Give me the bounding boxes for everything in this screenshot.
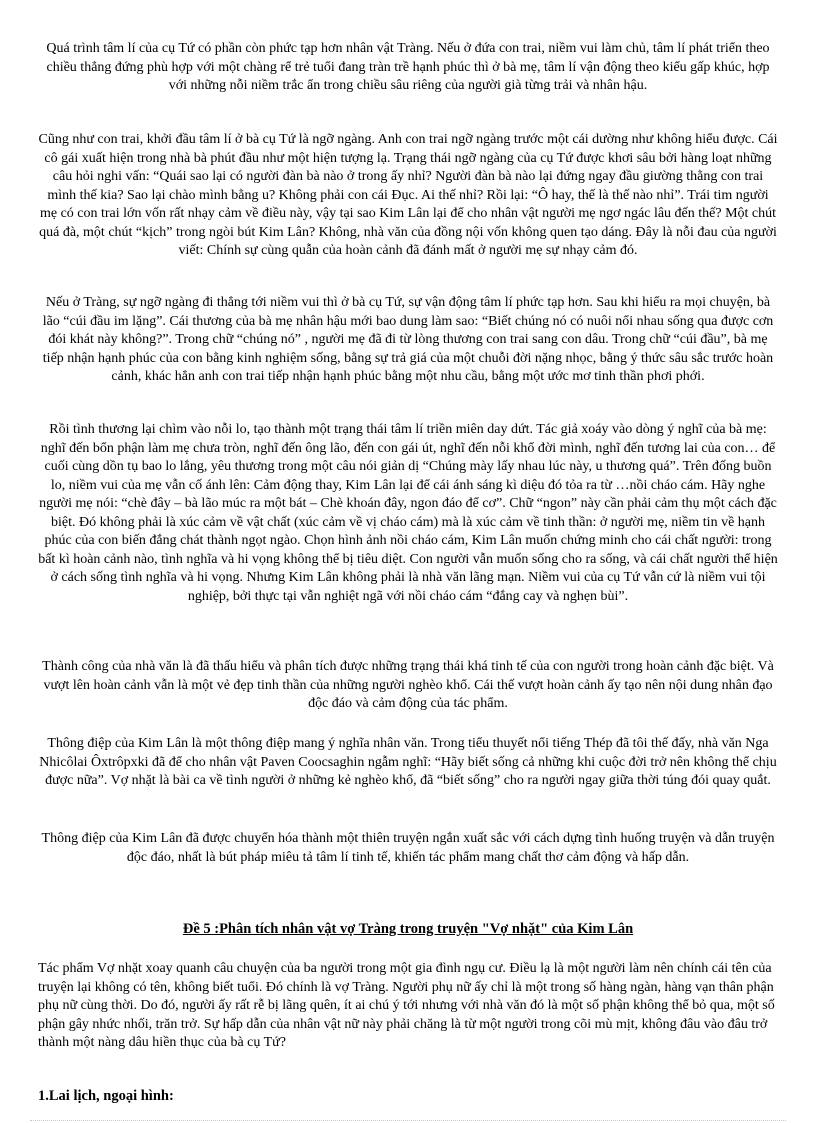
paragraph-3: Nếu ở Tràng, sự ngỡ ngàng đi thẳng tới niềm vui thì ở bà cụ Tứ, sự vận động tâm lí phức tạp hơn. Sau khi hiểu ra mọi chuyện, bà lão “cúi đầu im lặng”. Cái thương của bà mẹ nhân hậu mới bao dung làm sao: “Biết chúng nó có nuôi nổi nhau sống qua được cơn đói khát này không?”. Trong chữ “chúng nó” , người mẹ đã đi từ lòng thương con trai sang con dâu. Trong chữ “cúi đầu”, bà mẹ tiếp nhận hạnh phúc của con bằng kinh nghiệm sống, bằng sự trả giá của một chuỗi đời nặng nhọc, bằng ý thức sâu sắc trước hoàn cảnh, khác hẳn anh con trai tiếp nhận hạnh phúc bằng một nhu cầu, bằng một ước mơ tinh thần phơi phới. <box>42 295 774 384</box>
page-bottom-divider <box>30 1120 786 1121</box>
paragraph-6: Thông điệp của Kim Lân là một thông điệp mang ý nghĩa nhân văn. Trong tiểu thuyết nổi tiếng Thép đã tôi thế đấy, nhà văn Nga Nhicôlai Ôxtrôpxki đã để cho nhân vật Paven Coocsaghin ngẫm nghĩ: “Hãy biết sống cả những khi cuộc đời trở nên không thể chịu được nữa”. Vợ nhặt là bài ca về tình người ở những kẻ nghèo khổ, đã “biết sống” cho ra người ngay giữa thời túng đói quay quắt. <box>39 736 777 788</box>
paragraph-4: Rồi tình thương lại chìm vào nỗi lo, tạo thành một trạng thái tâm lí triền miên day dứt. Tác giả xoáy vào dòng ý nghĩ của bà mẹ: nghĩ đến bổn phận làm mẹ chưa tròn, nghĩ đến ông lão, đến con gái út, nghĩ đến nỗi khổ đời mình, nghĩ đến tương lai của con… để cuối cùng dồn tụ bao lo lắng, yêu thương trong một câu nói giản dị “Chúng mày lấy nhau lúc này, u thương quá”. Trên đống buồn lo, niềm vui của mẹ vẫn cố ánh lên: Cảm động thay, Kim Lân lại để cái ánh sáng kì diệu đó tỏa ra từ …nồi cháo cám. Hãy nghe người mẹ nói: “chè đây – bà lão múc ra một bát – Chè khoán đây, ngon đáo để cơ”. Chữ “ngon” này cần phải cảm thụ một cách đặc biệt. Đó không phải là xúc cảm về vật chất (xúc cảm về vị cháo cám) mà là xúc cảm về tinh thần: ở người mẹ, niềm tin về hạnh phúc của con biến đắng chát thành ngọt ngào. Chọn hình ảnh nồi cháo cám, Kim Lân muốn chứng minh cho cái chất người: trong bất kì hoàn cảnh nào, tình nghĩa và hi vọng không thể bị tiêu diệt. Con người vẫn muốn sống cho ra sống, và cái chất người thể hiện ở cách sống tình nghĩa và hi vọng. Nhưng Kim Lân không phải là nhà văn lãng mạn. Niềm vui của cụ Tứ vẫn cứ là niềm vui tội nghiệp, bởi thực tại vẫn nghiệt ngã với nồi cháo cám “đắng cay và nghẹn bùi”. <box>38 422 778 604</box>
section-heading: Đề 5 :Phân tích nhân vật vợ Tràng trong truyện "Vợ nhặt" của Kim Lân <box>182 921 634 937</box>
paragraph-1: Quá trình tâm lí của cụ Tứ có phần còn phức tạp hơn nhân vật Tràng. Nếu ở đứa con trai, niềm vui làm chủ, tâm lí phát triển theo chiều thẳng đứng phù hợp với một chàng rể trẻ tuổi đang tràn trề hạnh phúc thì ở bà mẹ, tâm lí vận động theo kiểu gấp khúc, hợp với những nỗi niềm trắc ẩn trong chiều sâu riêng của người già từng trải và nhân hậu. <box>46 41 770 93</box>
subheading: 1.Lai lịch, ngoại hình: <box>38 1088 174 1104</box>
intro-paragraph: Tác phẩm Vợ nhặt xoay quanh câu chuyện của ba người trong một gia đình ngụ cư. Điều lạ là một người làm nên chính cái tên của truyện lại không có tên, không biết tuổi. Đó chính là vợ Tràng. Người phụ nữ ấy chỉ là một trong số hàng ngàn, hàng vạn thân phận phụ nữ cùng thời. Do đó, người ấy rất rễ bị lãng quên, ít ai chú ý tới nhưng với nhà văn đó là một số phận không thể bỏ qua, một số phận gây nhức nhối, trăn trở. Sự hấp dẫn của nhân vật nữ này phải chăng là từ một người trong cõi mù mịt, không đâu vào đâu trở thành một nàng dâu hiền thục của bà cụ Tứ? <box>38 961 775 1050</box>
paragraph-2: Cũng như con trai, khởi đầu tâm lí ở bà cụ Tứ là ngỡ ngàng. Anh con trai ngỡ ngàng trước một cái dường như không hiểu được. Cái cô gái xuất hiện trong nhà bà phút đầu như một hiện tượng lạ. Trạng thái ngỡ ngàng của cụ Tứ được khơi sâu bởi hàng loạt những câu hỏi nghi vấn: “Quái sao lại có người đàn bà nào ở trong ấy nhỉ? Người đàn bà nào lại đứng ngay đầu giường thằng con trai mình thế kia? Sao lại chào mình bằng u? Không phải con cái Đục. Ai thế nhỉ? Rồi lại: “Ô hay, thế là thế nào nhỉ”. Trái tim người mẹ có con trai lớn vốn rất nhạy cảm về điều này, vậy tại sao Kim Lân lại để cho nhân vật người mẹ ngơ ngác lâu đến thế? Một chút quá đà, một chút “kịch” trong ngòi bút Kim Lân? Không, nhà văn của đồng nội vốn không quen tạo dáng. Đây là nỗi đau của người viết: Chính sự cùng quẫn của hoàn cảnh đã đánh mất ở người mẹ sự nhạy cảm đó. <box>38 132 778 258</box>
paragraph-5: Thành công của nhà văn là đã thấu hiểu và phân tích được những trạng thái khá tinh tế của con người trong hoàn cảnh đặc biệt. Và vượt lên hoàn cảnh vẫn là một vẻ đẹp tinh thần của những người nghèo khổ. Cái thế vượt hoàn cảnh ấy tạo nên nội dung nhân đạo độc đáo và cảm động của tác phẩm. <box>42 659 774 711</box>
paragraph-7: Thông điệp của Kim Lân đã được chuyển hóa thành một thiên truyện ngắn xuất sắc với cách dựng tình huống truyện và dẫn truyện độc đáo, nhất là bút pháp miêu tả tâm lí tinh tế, khiến tác phẩm mang chất thơ cảm động và hấp dẫn. <box>41 831 775 865</box>
